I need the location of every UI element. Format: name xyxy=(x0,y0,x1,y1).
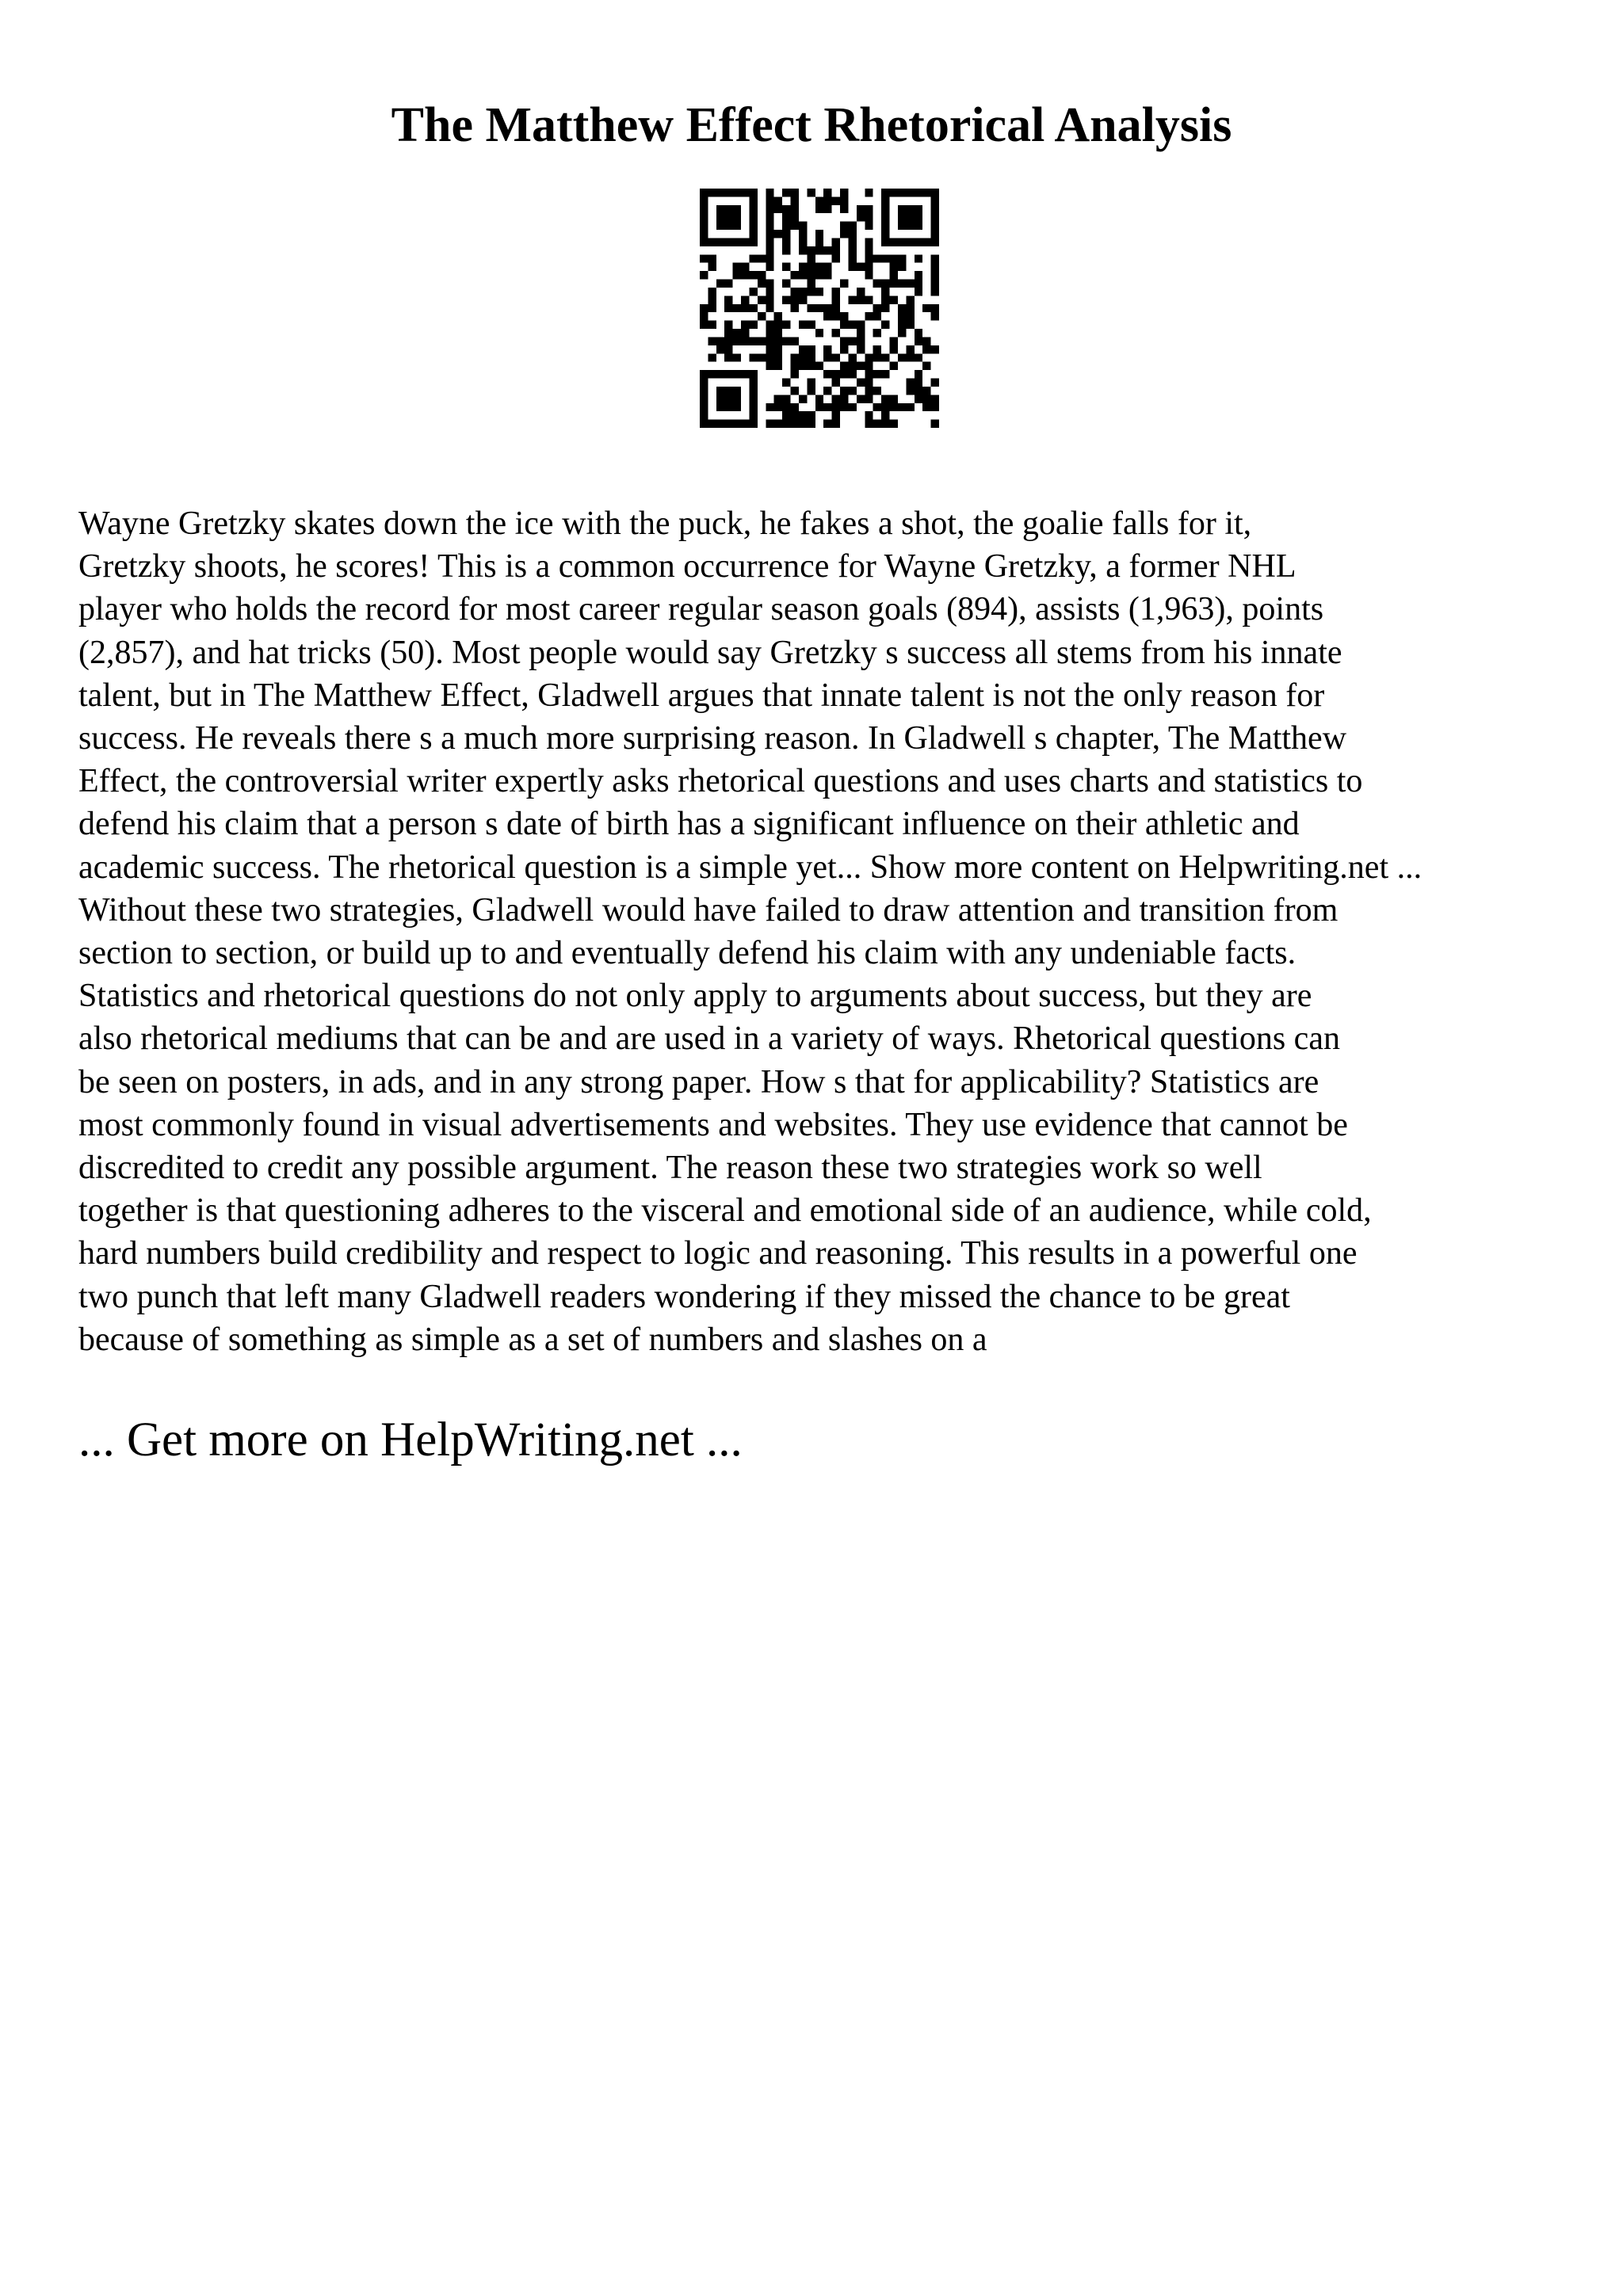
body-line: section to section, or build up to and eventually defend his claim with any undeniable facts. xyxy=(78,935,1296,972)
qr-code xyxy=(700,189,939,428)
body-line: discredited to credit any possible argument. The reason these two strategies work so well xyxy=(78,1150,1262,1187)
qr-code-icon xyxy=(700,189,939,428)
body-line: success. He reveals there s a much more surprising reason. In Gladwell s chapter, The Matthew xyxy=(78,720,1347,757)
body-line: two punch that left many Gladwell readers wondering if they missed the chance to be great xyxy=(78,1278,1290,1315)
get-more-link[interactable]: ... Get more on HelpWriting.net ... xyxy=(78,1413,743,1466)
body-line: also rhetorical mediums that can be and are used in a variety of ways. Rhetorical questions can xyxy=(78,1020,1340,1058)
body-line: Effect, the controversial writer expertly asks rhetorical questions and uses charts and statistics to xyxy=(78,763,1363,800)
body-line: hard numbers build credibility and respect to logic and reasoning. This results in a powerful one xyxy=(78,1235,1358,1272)
body-line: be seen on posters, in ads, and in any strong paper. How s that for applicability? Statistics are xyxy=(78,1063,1319,1100)
body-line: (2,857), and hat tricks (50). Most people would say Gretzky s success all stems from his innate xyxy=(78,634,1342,671)
body-line: Wayne Gretzky skates down the ice with the puck, he fakes a shot, the goalie falls for it, xyxy=(78,505,1252,542)
document-title: The Matthew Effect Rhetorical Analysis xyxy=(391,98,1232,152)
body-line: defend his claim that a person s date of birth has a significant influence on their athletic and xyxy=(78,806,1300,843)
body-line: talent, but in The Matthew Effect, Gladwell argues that innate talent is not the only reason for xyxy=(78,677,1325,714)
body-line: player who holds the record for most career regular season goals (894), assists (1,963), points xyxy=(78,591,1324,628)
body-line: together is that questioning adheres to the visceral and emotional side of an audience, while cold, xyxy=(78,1192,1372,1230)
body-line: Statistics and rhetorical questions do not only apply to arguments about success, but they are xyxy=(78,978,1312,1015)
document-body xyxy=(78,502,1568,1361)
body-line: Gretzky shoots, he scores! This is a common occurrence for Wayne Gretzky, a former NHL xyxy=(78,548,1296,585)
body-line: Without these two strategies, Gladwell would have failed to draw attention and transition from xyxy=(78,891,1338,929)
body-line: most commonly found in visual advertisements and websites. They use evidence that cannot be xyxy=(78,1106,1348,1143)
body-line: academic success. The rhetorical question is a simple yet... Show more content on Helpwriting.net ... xyxy=(78,849,1423,886)
body-line: because of something as simple as a set of numbers and slashes on a xyxy=(78,1321,987,1358)
